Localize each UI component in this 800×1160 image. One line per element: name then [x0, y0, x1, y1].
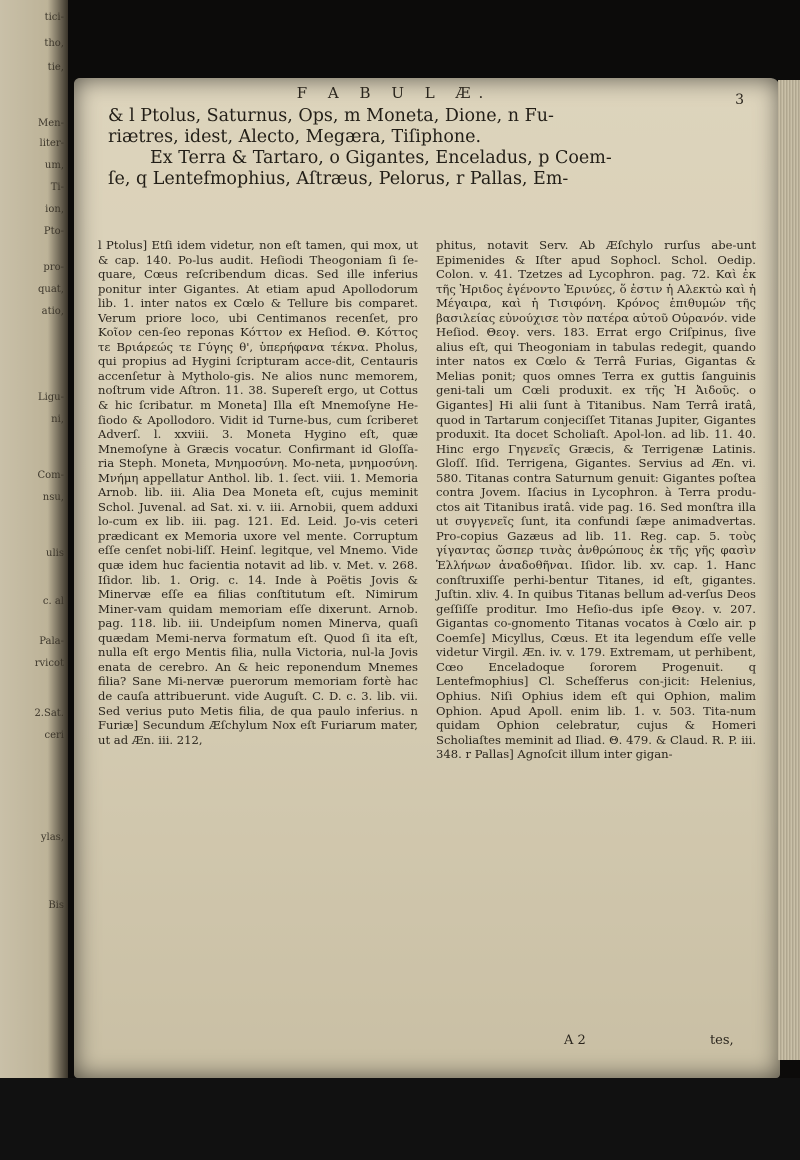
left-fragment: tie,: [47, 62, 64, 73]
left-fragment: 2.Sat.: [34, 708, 64, 719]
left-fragment: um,: [44, 160, 64, 171]
left-fragment: Men-: [38, 118, 64, 129]
main-text-line: Ex Terra & Tartaro, o Gigantes, Enceladus, p Coem-: [150, 148, 612, 168]
main-text: [108, 106, 748, 190]
left-fragment: ceri: [44, 730, 64, 741]
left-fragment: ulis: [46, 548, 64, 559]
left-fragment: Ti-: [50, 182, 64, 193]
main-text-line: ſe, q Lentefmophius, Aſtræus, Pelorus, r Pallas, Em-: [108, 169, 569, 189]
main-text-line: riætres, idest, Alecto, Megæra, Tiſiphone.: [108, 127, 482, 147]
left-fragment: tho,: [44, 38, 64, 49]
left-fragment: Pto-: [43, 226, 64, 237]
book-page: [74, 78, 780, 1078]
signature-text: A 2: [564, 1033, 586, 1048]
commentary-right-text: phitus, notavit Serv. Ab Æſchylo rurſus abe-unt Epimenides & Iſter apud Sophocl. Schol. Oedip. Colon. v. 41. Tzetzes ad Lycophron. pag. 72. Καὶ ἐκ τῆς Ἠριδος ἐγένοντο Ἐρινύες, ὅ ἐστιν ἡ Αλεκτὼ καὶ ἡ Μέγαιρα, καὶ ἡ Τισιφόνη. Κρόνος ἐπιθυμών τῆς βασιλείας εὐνούχισε τὸν πατέρα αὐτοῦ Οὐρανόν. vide Heſiod. Θεογ. vers. 183. Errat ergo Criſpinus, ſive alius eſt, qui Theogoniam in tabulas redegit, quando inter natos ex Cœlo & Terrâ Furias, Gigantas & Melias ponit; quos omnes Terra ex guttis ſanguinis geni-tali um Cœli produxit. ex τῆς Ἠ Ἀιδοῦς. o Gigantes] Hi alii ſunt à Titanibus. Nam Terrâ iratâ, quod in Tartarum conjeciſſet Titanas Jupiter, Gigantes produxit. Ita docet Scholiaſt. Apol-lon. ad lib. 11. 40. Hinc ergo Γηγενεῖς Græcis, & Terrigenæ Latinis. Gloſſ. Iſid. Terrigena, Gigantes. Servius ad Æn. vi. 580. Titanas contra Saturnum genuit: Gigantes poſtea contra Jovem. Iſacius in Lycophron. à Terra produ-ctos ait Titanibus iratâ. vide pag. 16. Sed monſtra illa ut συγγενεῖς ſunt, ita confundi ſæpe animadvertas. Pro-copius Gazæus ad lib. 11. Reg. cap. 5. τοὺς γίγαντας ὥσπερ τινὰς ἀνθρώπους ἐκ τῆς γῆς φασὶν Ἑλλήνων ἀναδοθῆναι. Iſidor. lib. xv. cap. 1. Hanc conſtruxiſſe perhi-bentur Titanes, id eſt, gigantes. Juſtin. xliv. 4. In quibus Titanas bellum ad-verſus Deos geſſiſſe proditur. Imo Heſio-dus ipſe Θεογ. v. 207. Gigantas co-gnomento Titanas vocatos à Cœlo air. p Coemſe] Micyllus, Cœus. Et ita legendum eſſe velle videtur Virgil. Æn. iv. v. 179. Extremam, ut perhibent, Cœo Enceladoque ſororem Progenuit. q Lentefmophius] Cl. Scheſferus con-jicit: Helenius, Ophius. Niſi Ophius idem eſt qui Ophion, malim Ophion. Apud Apoll. enim lib. 1. v. 503. Tita-num quidam Ophion celebratur, cujus & Homeri Scholiaſtes meminit ad Iliad. Θ. 479. & Claud. R. P. iii. 348. r Pallas] Agnoſcit illum inter gigan-: [436, 238, 756, 762]
background-dark: [0, 1078, 800, 1160]
left-fragment: Ligu-: [37, 392, 64, 403]
left-fragment: ni,: [51, 414, 64, 425]
main-text-line: & l Ptolus, Saturnus, Ops, m Moneta, Dione, n Fu-: [108, 106, 554, 126]
left-fragment: liter-: [39, 138, 64, 149]
left-fragment: pro-: [43, 262, 64, 273]
left-fragment: ylas,: [40, 832, 64, 843]
left-fragment: quat,: [37, 284, 64, 295]
left-fragment: nsu,: [42, 492, 64, 503]
page-stack-edge: [778, 80, 800, 1060]
page-number: 3: [735, 92, 744, 108]
left-fragment: ion,: [45, 204, 64, 215]
left-fragment: c. al: [42, 596, 64, 607]
left-fragment: rvicot: [34, 658, 64, 669]
commentary-left-text: l Ptolus] Etſi idem videtur, non eſt tamen, qui mox, ut & cap. 140. Po-lus audit. Heſiodi Theogoniam ſi ſe-quare, Cœus reſcribendum dicas. Sed ille inferius ponitur inter Gigantes. At etiam apud Apollodorum lib. 1. inter natos ex Cœlo & Tellure bis comparet. Verum priore loco, ubi Centimanos recenſet, pro Κοῖον cen-ſeo reponas Κόττον ex Heſiod. Θ. Κόττος τε Βριάρεώς τε Γύγης θ', ὑπερήφανα τέκνα. Pholus, qui propius ad Hygini ſcripturam acce-dit, Centauris accenſetur à Mytholo-gis. Ne alios nunc memorem, noſtrum vide Aſtron. 11. 38. Supereſt ergo, ut Cottus & hic ſcribatur. m Moneta] Illa eſt Mnemoſyne He-ſiodo & Apollodoro. Vidit id Turne-bus, cum ſcriberet Adverſ. l. xxviii. 3. Moneta Hygino eſt, quæ Mnemoſyne à Græcis vocatur. Confirmant id Gloſſa-ria Steph. Moneta, Μνημοσύνη. Mo-neta, μνημοσύνη. Μνήμη appellatur Anthol. lib. 1. ſect. viii. 1. Memoria Arnob. lib. iii. Alia Dea Moneta eſt, cujus meminit Schol. Juvenal. ad Sat. xi. v. iii. Arnobii, quem adduxi lo-cum ex lib. iii. pag. 121. Ed. Leid. Jo-vis ceteri prædicant ex Memoria uxore vel mente. Corruptum eſſe cenſet nobi-liſſ. Heinſ. legitque, vel Mnemo. Vide quæ idem huc facientia notavit ad lib. v. Met. v. 268. Iſidor. lib. 1. Orig. c. 14. Inde à Poëtis Jovis & Minervæ eſſe ea filias conſtitutum eſt. Nimirum Miner-vam quidam memoriam eſſe dixerunt. Arnob. pag. 118. lib. iii. Undeipſum nomen Minerva, quaſi quædam Memi-nerva formatum eſt. Quod ſi ita eſt, nulla eſt ergo Mentis filia, nulla Victoria, nul-la Jovis enata de cerebro. An & heic reponendum Mnemes filia? Sane Mi-nervæ puerorum memoriam fortè hac de cauſa attribuerunt. vide Auguſt. C. D. c. 3. lib. vii. Sed verius puto Metis filia, de qua paulo inferius. n Furiæ] Secundum Æſchylum Nox eſt Furiarum mater, ut ad Æn. iii. 212,: [98, 238, 418, 747]
left-page-edge: [0, 0, 68, 1160]
commentary-left-column: [98, 238, 418, 747]
left-fragment: atio,: [41, 306, 64, 317]
left-fragment: Bis: [48, 900, 64, 911]
signature-mark: [564, 1033, 734, 1048]
left-fragment: tici-: [44, 12, 64, 23]
left-fragment: Pala-: [39, 636, 64, 647]
commentary-right-column: [436, 238, 756, 762]
catchword: tes,: [709, 1033, 734, 1048]
running-head: F A B U L Æ.: [296, 84, 492, 102]
left-fragment: Com-: [37, 470, 64, 481]
